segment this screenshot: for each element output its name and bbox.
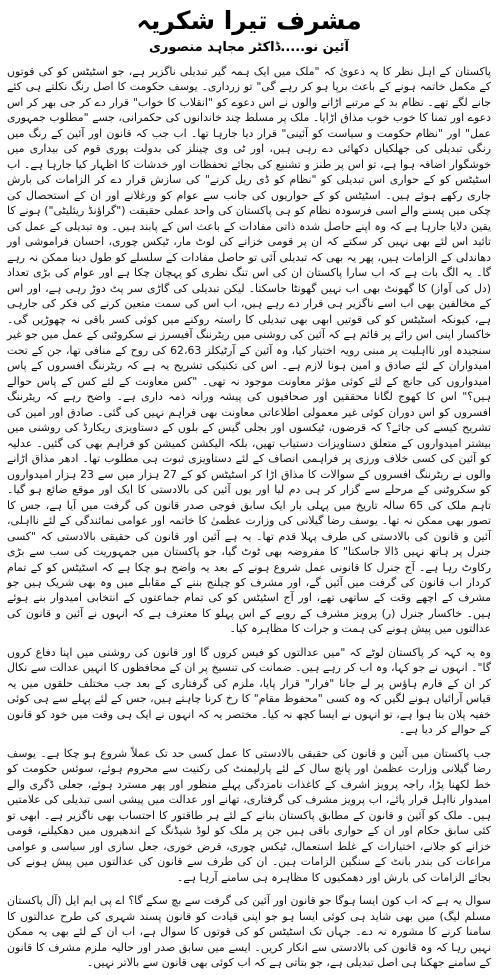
column-paragraph: پاکستان کے اہل نظر کا یہ دعویٰ کہ "ملک میں ایک ہمہ گیر تبدیلی ناگزیر ہے، جو اسٹیٹس کو کی قوتوں کے مکمل خاتمہ ہونے کے باعث برپا ہو کر رہے گی" تو زرداری۔ یوسف حکومت کا اصل رنگ نکلتے ہی کئے جانے لگے تھے۔ نظام بد کے مرتبے اڑانے والوں نے اس دعوے کو "انقلاب کا خواب" قرار دے کر جی بھر کر اس دعوے اور تمنا کا خوب خوب مذاق اڑایا۔ ملک پر مسلط چند خاندانوں کی حکمرانی، جسے "مطلوب جمہوری عمل" اور "نظام حکومت و سیاست کو آئینی" قرار دیا جارہا تھا۔ اب جب کہ قانون اور آئین کے رنگ میں رنگی تبدیلی کی جھلکیاں دکھائی دے رہی ہیں، اور ٹی وی چینلز کی بدولت پوری قوم کی بیداری میں خوشگوار اضافہ ہوا ہے، تو اس پر طنز و تشنیع کی بجائے تحفظات اور خدشات کا اظہار کیا جارہا ہے۔ اب اسٹیٹس کو کے حواری اس تبدیلی کو "نظام کو ڈی ریل کرنے" کی سازش قرار دے کر الزامات کی بارش جاری رکھے ہوئے ہیں۔ اسٹیٹس کو کے حواریوں کی جانب سے عوام کو ورغلانے اور ان کے استحصال کی چکی میں پسنے والے اسی فرسودہ نظام کو ہی پاکستان کی واحد عملی حقیقت ("گراؤنڈ ریئلیٹی") ہونے کا یقین دلایا جارہا ہے کہ وہ اپنے حاصل شدہ ذاتی مفادات کے باعث اس کے پابند ہیں۔ وہ تبدیلی کے عمل کی تائید اس لئے بھی نہیں کر سکتے کہ ان پر قومی خزانے کی لوٹ مار، ٹیکس چوری، احسان فراموشی اور دھاندلی کے الزامات ہیں، پھر یہ بھی کہ تبدیلی آئی تو حاصل مفادات کے سلسلے کو طول دینا ممکن نہ رہے گا۔ یہ الگ بات ہے کہ اب سارا پاکستان ان کی اس تنگ نظری کو پہچان چکا ہے اور عوام کی بڑی تعداد (دل کی آواز) کا گھونٹ بھی اب نہیں گھونٹا جاسکتا۔ لیکن تبدیلی کی گاڑی سر پٹ دوڑ رہی ہے، اور اس کے مخالفین بھی اب اسے ناگزیر ہی قرار دے رہے ہیں، اب اس کی سمت متعین کرنے کی فکر کی جارہی ہے، کیونکہ اسٹیٹس کو کی قوتیں ابھی بھی تبدیلی کا راستہ روکنے میں کوئی کسر باقی نہ چھوڑیں گی۔ خاکسار اپنی اس رائے پر قائم ہے کہ آئین کی روشنی میں ریٹرننگ آفیسرز نے سکروٹنی کے عمل میں جو غیر سنجیدہ اور نااہلیت پر مبنی رویہ اختیار کیا، وہ آئین کے آرٹیکلز 62،63 کی روح کے منافی تھا، جن کے تحت امیدواران کے لئے صادق و امین ہونا لازم ہے۔ اس کی تکنیکی تشریح یہ ہے کہ ریٹرننگ افسروں کے پاس امیدواروں کی جانچ کے لئے کوئی مؤثر معاونت موجود نہ تھی۔ "کس معاونت کے لئے کس کے پاس حوالے ہیں؟" اس کا کھوج لگانا محققین اور صحافیوں کی پیشہ ورانہ ذمہ داری ہے۔ واضح رہے کہ ریٹرننگ افسروں کو اس دوران کوئی غیر معمولی اطلاعاتی معاونت بھی فراہم نہیں کی گئی۔ صادق اور امین کی تشریح کیسے کی جائے؟ کہ قرضوں، ٹیکسوں اور بجلی گیس کے بلوں کے دستاویزی ریکارڈ کی روشنی میں بیشتر امیدواروں کے متعلق دستاویزات دستیاب تھیں، بلکہ الیکشن کمیشن کو فراہم بھی کی گئیں۔ عدلیہ کو آئین کی کسی خلاف ورزی پر فراہمی انصاف کے لئے دستاویزی ثبوت ہی مطلوب تھا۔ ادھر مذاق اڑانے والوں نے ریٹرننگ افسروں کے سوالات کا مذاق اڑا کر اسٹیٹس کو کے 27 ہزار میں سے 23 ہزار امیدواروں کو سکروٹنی کے مرحلے سے گزار کر ہی دم لیا اور یوں آئین کی بالادستی کا ایک اور موقع ضائع ہو گیا۔ تاہم ملک کی 65 سالہ تاریخ میں پہلی بار ایک سابق فوجی صدر قانون کی گرفت میں آیا ہے، جس کا تصور بھی ممکن نہ تھا۔ یوسف رضا گیلانی کی وزارت عظمیٰ کا خاتمہ اور عوامی نمائندگی کے لئے نااہلی، آئین و قانون کی بالادستی کی طرف پہلا قدم تھا۔ یہ ہے آئین اور قانون کی حقیقی بالادستی کہ "کسی جنرل پر ہاتھ نہیں ڈالا جاسکتا" کا مفروضہ بھی ٹوٹ گیا، جو پاکستان میں جمہوریت کی سب سے بڑی رکاوٹ رہا ہے۔ آج جنرل کا قانونی عمل شروع ہونے کے بعد یہ واضح ہو چکا ہے کہ اسٹیٹس کو کے تمام کردار اب قانون کی گرفت میں آئیں گے، اور مشرف کو چیلنج بننے کے مقابلے میں وہ بھی شریک ہیں جو مشرف کے اچھے وقت کے ساتھی تھے، اور آج اسٹیٹس کو کی تمام جماعتوں کے انتخابی امیدوار بنے ہوئے ہیں۔ خاکسار جنرل (ر) پرویز مشرف کے رویے کے اس پہلو کا معترف ہے کہ انہوں نے آئین و قانون کی عدالتوں میں پیش ہونے کی ہمت و جرات کا مظاہرہ کیا۔ — [7, 65, 492, 636]
column-title: مشرف تیرا شکریہ — [136, 6, 362, 35]
column-paragraph: سوال یہ ہے کہ اب کون ایسا ہوگا جو قانون اور آئین کی گرفت سے بچ سکے گا؟ اے پی ایم ایل (آل پاکستان مسلم لیگ) میں بھی شاید ہی کوئی ایسا ہو جو اپنی قیادت کو قانون پسند شہری کی طرح عدالتوں کا سامنا کرنے کا مشورہ نہ دے۔ جہاں تک اسٹیٹس کو کی قوتوں کا سوال ہے، اب ان کے لئے بھی یہ ممکن نہیں رہا کہ وہ قانون کی بالادستی سے انکار کریں۔ ایسے میں سابق صدر اور حالیہ ملزم مشرف کا قانون کے سامنے جھکنا ہی اصل تبدیلی ہے، جو بتاتی ہے کہ اب کوئی بھی قانون سے بالاتر نہیں۔ — [7, 894, 491, 970]
column-paragraph: وہ یہ کہہ کر پاکستان لوٹے کہ "میں عدالتوں کو فیس کروں گا اور قانون کی روشنی میں اپنا دفاع کروں گا"۔ انہوں نے جو کہا، وہ اب کر رہے ہیں۔ ضمانت کی تنسیخ پر ان کے محافظوں کا انہیں عدالت سے نکال کر ان کے فارم ہاؤس پر لے جانا "فرار" قرار پایا، ملزم کی گرفتاری کے بعد جب مختلف حلقوں میں یہ قیاس آرائیاں ہونے لگیں کہ وہ کسی "محفوظ مقام" کا رخ کرنا چاہتے ہیں، جس کے لئے پہلے سے ہی کوئی خفیہ پلان بنا ہوا ہے، تو انہوں نے ایسا کچھ نہ کیا۔ مختصر یہ کہ انہوں نے ایک ہی وقت میں خود کو قانون کے حوالے کر دیا ہے۔ — [7, 645, 491, 737]
column-paragraph: جب پاکستان میں آئین و قانون کی حقیقی بالادستی کا عمل کسی حد تک عملاً شروع ہو چکا ہے۔ یوسف رضا گیلانی وزارت عظمیٰ اور پانچ سال کے لئے پارلیمنٹ کی رکنیت سے محروم ہوئے، سوئس حکومت کو خط لکھنا پڑا، راجہ پرویز اشرف کے کاغذات نامزدگی پہلے منظور اور پھر مسترد ہوئے، جعلی ڈگری والے امیدوار نااہل قرار پائے، اب پرویز مشرف کی گرفتاری، تھانے اور عدالت میں پیشی اسی تبدیلی کی علامتیں ہیں۔ ملک کو آئین و قانون کے مطابق پاکستان بنانے کے لئے ہر طاقتور کا احتساب بھی ناگزیر ہے۔ ابھی تو کئی سابق حکام اور ان کے حواری باقی ہیں جن پر ملک کو لوڈ شیڈنگ کے اندھیروں میں دھکیلنے، قومی خزانے کو جلانے، اختیارات کے غلط استعمال، ٹیکس چوری، قرض خوری، جعل سازی اور سیاسی و عوامی مراعات کی بندر بانٹ کے سنگین الزامات ہیں۔ ان کی طرف سے قانون کی عدالتوں میں پیش ہونے کی بجائے الزامات کی بارش اور دھمکیوں کا مظاہرہ ہی سامنے آرہا ہے۔ — [7, 746, 491, 884]
column-content — [7, 4, 491, 971]
column-byline: آئین نو.....ڈاکٹر مجاہد منصوری — [149, 40, 349, 55]
